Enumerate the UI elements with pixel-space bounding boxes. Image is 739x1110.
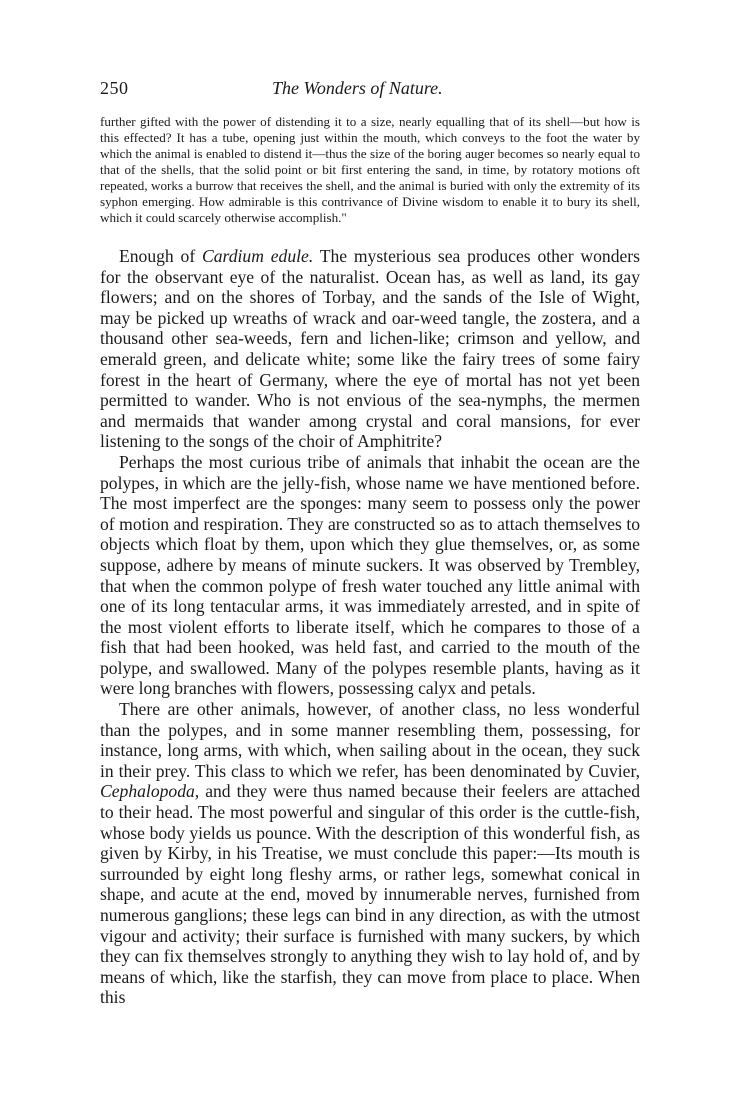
body-text xyxy=(100,246,640,1008)
paragraph-text: The mysterious sea produces other wonders for the observant eye of the naturalist. Ocean has, as well as land, its gay flowers; and on the shores of Torbay, and the sands of the Isle of Wight, may be picked up wreaths of wrack and oar-weed tangle, the zostera, and a thousand other sea-weeds, fern and lichen-like; crimson and yellow, and emerald green, and delicate white; some like the fairy trees of some fairy forest in the heart of Germany, where the eye of mortal has not yet been permitted to wander. Who is not envious of the sea-nymphs, the mermen and mermaids that wander among crystal and coral mansions, for ever listening to the songs of the choir of Amphitrite? xyxy=(100,246,641,452)
paragraph-polypes: Perhaps the most curious tribe of animals that inhabit the ocean are the polypes, in which are the jelly-fish, whose name we have mentioned before. The most imperfect are the sponges: many seem to possess only the power of motion and respiration. They are constructed so as to attach themselves to objects which float by them, upon which they glue themselves, or, as some suppose, adhere by means of minute suckers. It was observed by Trembley, that when the common polype of fresh water touched any little animal with one of its long tentacular arms, it was immediately arrested, and in spite of the most violent efforts to liberate itself, which he compares to those of a fish that had been hooked, was held fast, and carried to the mouth of the polype, and swallowed. Many of the polypes resemble plants, having as it were long branches with flowers, possessing calyx and petals. xyxy=(100,451,640,699)
page-number: 250 xyxy=(100,78,129,98)
paragraph-cardium xyxy=(100,246,640,452)
running-head xyxy=(100,78,640,108)
class-name: Cephalopoda, xyxy=(100,781,200,802)
quoted-passage: further gifted with the power of distending it to a size, nearly equalling that of its shell—but how is this effected? It has a tube, opening just within the mouth, which conveys to the foot the water by which the animal is enabled to distend it—thus the size of the boring auger becomes so nearly equal to that of the shells, that the solid point or bit first entering the sand, in time, by rotatory motions oft repeated, works a burrow that receives the shell, and the animal is buried with only the extremity of its syphon emerging. How admirable is this contrivance of Divine wisdom to enable it to bury its shell, which it could scarcely otherwise accomplish." xyxy=(100,114,640,225)
paragraph-text: There are other animals, however, of another class, no less wonderful than the polypes, and in some manner resembling them, possessing, for instance, long arms, with which, when sailing about in the ocean, they suck in their prey. This class to which we refer, has been denominated by Cuvier, xyxy=(100,699,640,781)
paragraph-text: Enough of xyxy=(119,246,202,266)
paragraph-cephalopoda xyxy=(100,699,640,1008)
book-page xyxy=(100,78,640,1008)
running-title: The Wonders of Nature. xyxy=(272,78,443,98)
paragraph-text: and they were thus named because their feelers are attached to their head. The most powerful and singular of this order is the cuttle-fish, whose body yields us pounce. With the description of this wonderful fish, as given by Kirby, in his Treatise, we must conclude this paper:—Its mouth is surrounded by eight long fleshy arms, or rather legs, somewhat conical in shape, and acute at the end, moved by innumerable nerves, furnished from numerous ganglions; these legs can bind in any direction, as with the utmost vigour and activity; their surface is furnished with many suckers, by which they can fix themselves strongly to anything they wish to lay hold of, and by means of which, like the starfish, they can move from place to place. When this xyxy=(100,781,640,1008)
species-name: Cardium edule. xyxy=(202,246,314,266)
